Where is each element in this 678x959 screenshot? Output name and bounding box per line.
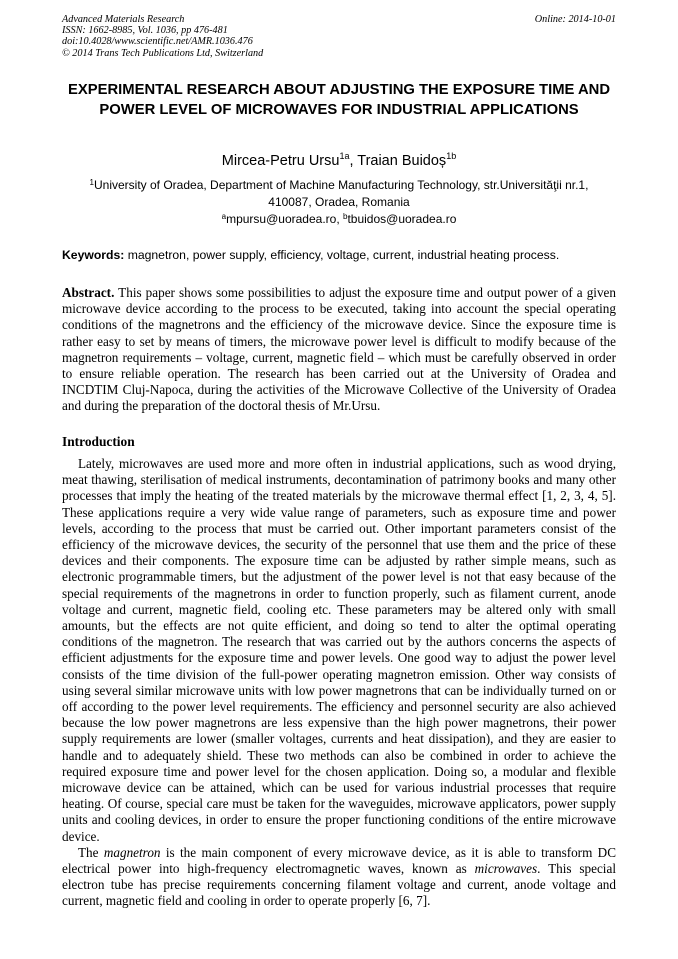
journal-header (62, 14, 616, 59)
email-separator: , (336, 212, 343, 226)
issn-line: ISSN: 1662-8985, Vol. 1036, pp 476-481 (62, 25, 228, 37)
intro-paragraph-1: Lately, microwaves are used more and more often in industrial applications, such as wood drying, meat thawing, sterilisation of medical instruments, decontamination of patrimony books and many other processes that imply the heating of the treated materials by the microwave thermal effect [1, 2, 3, 4, 5]. These applications require a very wide value range of parameters, such as exposure time and power levels, according to the process that must be carried out. Other important parameters consist of the efficiency of the microwave devices, the security of the personnel that use them and the price of these devices and their components. The exposure time can be adjusted by rather simple means, such as electronic programmable timers, but the adjustment of the power level is not that easy because of the special requirements of the magnetrons in order to function properly, such as filament current, anode voltage and current, magnetic field, cooling etc. These parameters may be altered only with small amounts, but the effects are not quite efficient, and doing so tend to alter the optimal operating conditions of the magnetron. The research that was carried out by the authors concerns the aspects of efficient adjustments for the exposure time and power levels. One good way to adjust the power level consists of the time division of the full-power operating magnetron emission. Other way consists of using several similar microwave units with low power magnetrons that can be individually turned on or off according to the power level requirements. The efficiency and personnel security are also achieved because the low power magnetrons are less expensive than the high power magnetrons, their power supply requirements are lower (smaller voltages, currents and heat dissipation), and they are easier to handle and to adequately shield. These two methods can also be combined in order to achieve the required exposure time and power level for the chosen application. Doing so, a modular and flexible microwave device can be attained, which can be used for various industrial processes that require heating. Of course, special care must be taken for the waveguides, microwave applicators, power supply units and cooling devices, in order to ensure the proper functioning conditions of the entire microwave device. (62, 456, 616, 844)
p2-term-microwaves: microwaves (474, 861, 538, 877)
p2-term-magnetron: magnetron (103, 844, 161, 860)
email-b-mark: b (343, 212, 348, 221)
email-a: mpursu@uoradea.ro (226, 212, 337, 226)
doi-line: doi:10.4028/www.scientific.net/AMR.1036.476 (62, 36, 253, 48)
introduction-body (62, 456, 616, 910)
email-b: tbuidos@uoradea.ro (347, 212, 457, 226)
copyright-line: © 2014 Trans Tech Publications Ltd, Switzerland (62, 47, 264, 59)
keywords-label: Keywords: (62, 248, 125, 262)
abstract (62, 285, 616, 415)
author-separator: , (349, 153, 358, 169)
abstract-label: Abstract. (62, 285, 115, 300)
affiliation-line-1: University of Oradea, Department of Machine Manufacturing Technology, str.Universităţii nr.1, (93, 178, 589, 192)
keywords (62, 247, 616, 263)
abstract-text: This paper shows some possibilities to adjust the exposure time and output power of a given microwave device according to the process to be executed, taking into account the special operating conditions of the magnetrons and the efficiency of the microwave device. Since the exposure time is rather easy to set by means of timers, the microwave power level is difficult to modify because of the magnetron requirements – voltage, current, magnetic field – which must be carefully observed in order to ensure reliable operation. The research has been carried out at the University of Oradea and INCDTIM Cluj-Napoca, during the activities of the Microwave Collective of the University of Oradea and during the preparation of the doctoral thesis of Mr.Ursu. (62, 285, 616, 414)
p2-text-a: The (78, 844, 104, 860)
p2-text-b: is the main component of every microwave device, as it is able to transform DC electrical power into high-frequency electromagnetic waves, known as (62, 844, 616, 877)
affiliation (62, 177, 616, 210)
p2-text-c: . This special electron tube has precise requirements concerning filament voltage and current, anode voltage and current, magnetic field and cooling in order to operate properly [6, 7]. (62, 861, 616, 909)
affiliation-mark: 1 (89, 178, 94, 187)
online-date: Online: 2014-10-01 (534, 14, 616, 25)
author-1-affil-mark: 1a (339, 151, 350, 161)
journal-name: Advanced Materials Research (62, 14, 185, 25)
intro-paragraph-2 (62, 845, 616, 910)
keywords-text: magnetron, power supply, efficiency, voltage, current, industrial heating process. (124, 248, 560, 262)
author-line (62, 152, 616, 170)
author-2: Traian Buidoș (357, 153, 447, 169)
author-2-affil-mark: 1b (446, 151, 457, 161)
paper-title: EXPERIMENTAL RESEARCH ABOUT ADJUSTING THE EXPOSURE TIME AND POWER LEVEL OF MICROWAVES FOR INDUSTRIAL APPLICATIONS (67, 82, 611, 118)
affiliation-line-2: 410087, Oradea, Romania (268, 194, 410, 209)
email-a-mark: a (221, 212, 227, 221)
section-heading-introduction: Introduction (62, 434, 135, 449)
author-1: Mircea-Petru Ursu (221, 153, 340, 169)
email-line (62, 211, 616, 227)
